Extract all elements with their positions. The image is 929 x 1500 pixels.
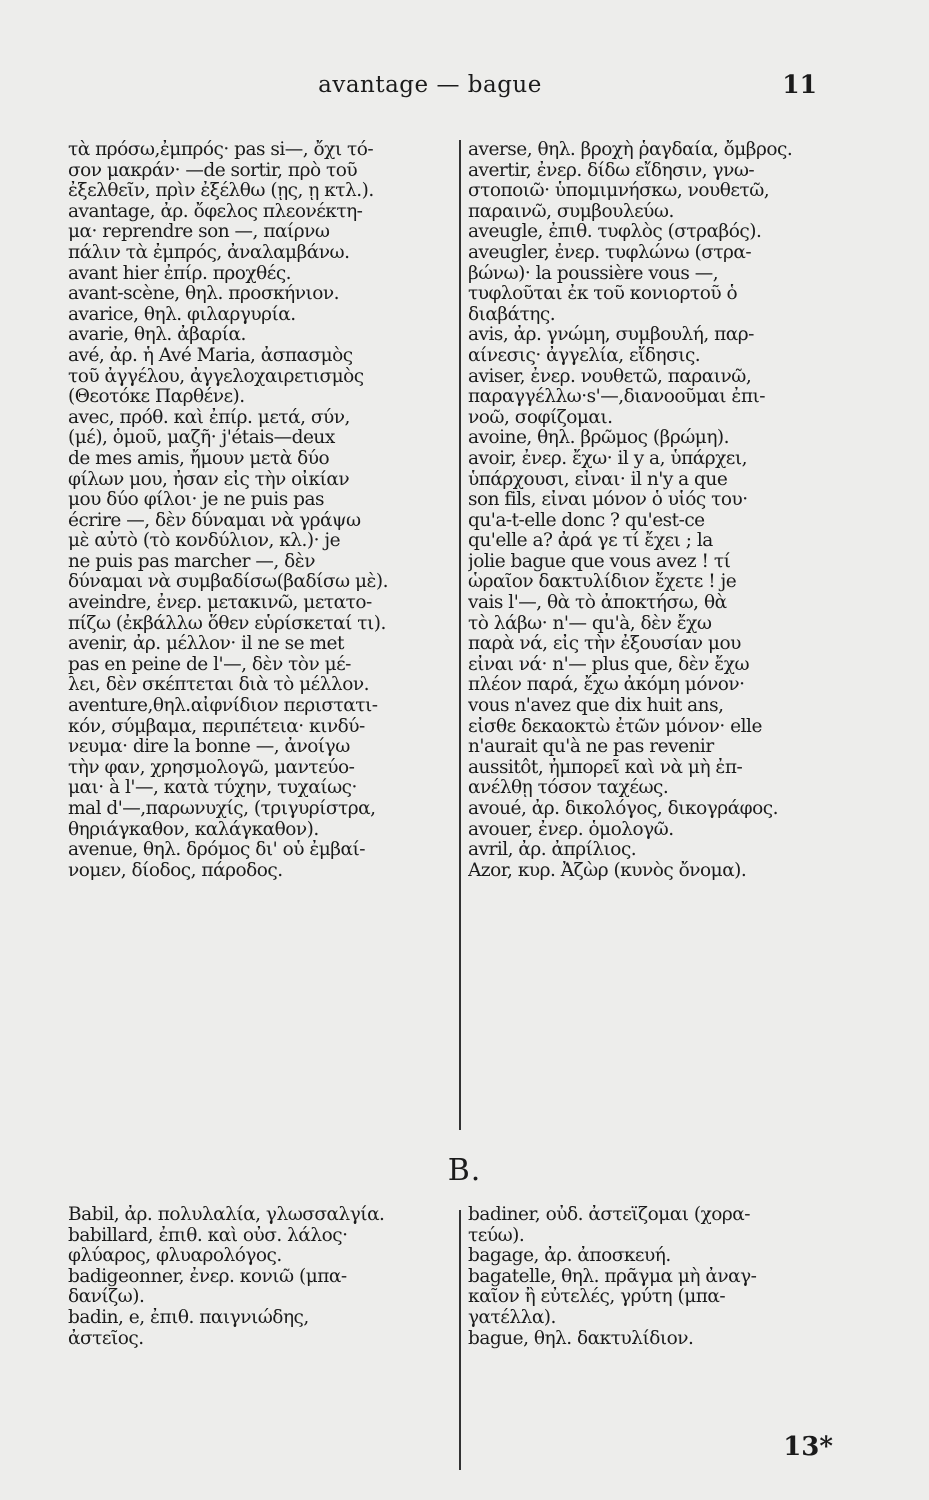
dictionary-entry-line: τὰ πρόσω,ἐμπρός· pas si—, ὄχι τό- — [68, 140, 374, 160]
dictionary-entry-line: avouer, ἐνερ. ὁμολογῶ. — [468, 819, 674, 840]
column-divider-top — [459, 140, 461, 1130]
dictionary-entry-line: νευμα· dire la bonne —, ἀνοίγω — [68, 737, 350, 758]
dictionary-entry-line: νοῶ, σοφίζομαι. — [468, 407, 613, 428]
dictionary-entry-line: σον μακράν· —de sortir, πρὸ τοῦ — [68, 160, 358, 181]
dictionary-entry-line: averse, θηλ. βροχὴ ῥαγδαία, ὄμβρος. — [468, 140, 793, 160]
dictionary-entry-line: avantage, ἀρ. ὄφελος πλεονέκτη- — [68, 201, 363, 222]
dictionary-entry-line: aventure,θηλ.αἰφνίδιον περιστατι- — [68, 696, 378, 717]
dictionary-entry-line: δανίζω). — [68, 1287, 145, 1308]
dictionary-entry-line: Babil, ἀρ. πολυλαλία, γλωσσαλγία. — [68, 1205, 385, 1225]
signature-mark: 13* — [783, 1432, 833, 1462]
dictionary-entry-line: δύναμαι νὰ συμβαδίσω(βαδίσω μὲ). — [68, 572, 389, 593]
dictionary-entry-line: ἀστεῖος. — [68, 1328, 144, 1349]
dictionary-entry-line: διαβάτης. — [468, 304, 556, 325]
dictionary-entry-line: κόν, σύμβαμα, περιπέτεια· κινδύ- — [68, 716, 365, 737]
dictionary-entry-line: τεύω). — [468, 1225, 525, 1246]
dictionary-entry-line: τὸ λάβω· n'— qu'à, δὲν ἔχω — [468, 613, 712, 634]
left-column-top — [68, 140, 456, 881]
dictionary-entry-line: φλύαρος, φλυαρολόγος. — [68, 1246, 282, 1267]
dictionary-entry-line: aveugle, ἐπιθ. τυφλὸς (στραβός). — [468, 222, 762, 243]
page-header — [0, 70, 929, 106]
left-column-bottom — [68, 1205, 456, 1349]
dictionary-entry-line: εἶναι νά· n'— plus que, δὲν ἔχω — [468, 654, 750, 675]
dictionary-entry-line: badigeonner, ἐνερ. κονιῶ (μπα- — [68, 1266, 347, 1287]
dictionary-entry-line: babillard, ἐπιθ. καὶ οὐσ. λάλος· — [68, 1225, 348, 1246]
dictionary-entry-line: παραγγέλλω·s'—,διανοοῦμαι ἐπι- — [468, 387, 765, 408]
dictionary-entry-line: βώνω)· la poussière vous —, — [468, 263, 719, 284]
dictionary-entry-line: καῖον ἢ εὐτελές, γρύτη (μπα- — [468, 1287, 726, 1308]
dictionary-entry-line: avarie, θηλ. ἀβαρία. — [68, 325, 246, 346]
dictionary-entry-line: qu'a-t-elle donc ? qu'est-ce — [468, 510, 705, 531]
dictionary-entry-line: avoué, ἀρ. δικολόγος, δικογράφος. — [468, 799, 778, 819]
section-letter: B. — [447, 1153, 482, 1188]
dictionary-entry-line: μου δύο φίλοι· je ne puis pas — [68, 490, 324, 511]
dictionary-entry-line: θηριάγκαθον, καλάγκαθον). — [68, 819, 319, 840]
dictionary-entry-line: αίνεσις· ἀγγελία, εἴδησις. — [468, 345, 701, 366]
dictionary-entry-line: qu'elle a? ἆρά γε τί ἔχει ; la — [468, 531, 713, 552]
dictionary-entry-line: πίζω (ἐκβάλλω ὅθεν εὑρίσκεταί τι). — [68, 613, 386, 634]
column-divider-bottom — [459, 1210, 461, 1470]
dictionary-entry-line: pas en peine de l'—, δὲν τὸν μέ- — [68, 654, 351, 675]
dictionary-entry-line: πάλιν τὰ ἐμπρός, ἀναλαμβάνω. — [68, 242, 350, 263]
running-title: avantage — bague — [318, 72, 542, 98]
dictionary-entry-line: badin, e, ἐπιθ. παιγνιώδης, — [68, 1307, 309, 1328]
dictionary-entry-line: γατέλλα). — [468, 1307, 556, 1328]
dictionary-entry-line: παρὰ νά, εἰς τὴν ἐξουσίαν μου — [468, 634, 741, 655]
dictionary-entry-line: παραινῶ, συμβουλεύω. — [468, 201, 674, 222]
dictionary-entry-line: vais l'—, θὰ τὸ ἀποκτήσω, θὰ — [468, 593, 727, 614]
dictionary-entry-line: avenir, ἀρ. μέλλον· il ne se met — [68, 634, 344, 655]
dictionary-entry-line: aveindre, ἐνερ. μετακινῶ, μετατο- — [68, 593, 372, 614]
dictionary-entry-line: avenue, θηλ. δρόμος δι' οὗ ἐμβαί- — [68, 840, 365, 861]
dictionary-entry-line: n'aurait qu'à ne pas revenir — [468, 737, 714, 758]
dictionary-entry-line: (Θεοτόκε Παρθένε). — [68, 387, 245, 408]
dictionary-entry-line: avé, ἀρ. ἡ Avé Maria, ἀσπασμὸς — [68, 345, 353, 366]
dictionary-entry-line: avoir, ἐνερ. ἔχω· il y a, ὑπάρχει, — [468, 448, 748, 469]
dictionary-entry-line: bagatelle, θηλ. πρᾶγμα μὴ ἀναγ- — [468, 1266, 757, 1287]
dictionary-entry-line: écrire —, δὲν δύναμαι νὰ γράψω — [68, 510, 361, 531]
dictionary-entry-line: τοῦ ἀγγέλου, ἀγγελοχαιρετισμὸς — [68, 366, 364, 387]
dictionary-entry-line: vous n'avez que dix huit ans, — [468, 696, 724, 717]
dictionary-entry-line: λει, δὲν σκέπτεται διὰ τὸ μέλλον. — [68, 675, 369, 696]
dictionary-entry-line: ανέλθῃ τόσον ταχέως. — [468, 778, 669, 799]
dictionary-entry-line: avril, ἀρ. ἀπρίλιος. — [468, 840, 637, 861]
dictionary-entry-line: avertir, ἐνερ. δίδω εἴδησιν, γνω- — [468, 160, 755, 181]
dictionary-entry-line: avant-scène, θηλ. προσκήνιον. — [68, 284, 339, 305]
dictionary-entry-line: ὑπάρχουσι, εἶναι· il n'y a que — [468, 469, 728, 490]
dictionary-entry-line: πλέον παρά, ἔχω ἀκόμη μόνον· — [468, 675, 745, 696]
dictionary-entry-line: avec, πρόθ. καὶ ἐπίρ. μετά, σύν, — [68, 407, 350, 428]
dictionary-entry-line: avis, ἀρ. γνώμη, συμβουλή, παρ- — [468, 325, 754, 346]
dictionary-entry-line: avant hier ἐπίρ. προχθές. — [68, 263, 292, 284]
dictionary-entry-line: μα· reprendre son —, παίρνω — [68, 222, 330, 243]
dictionary-entry-line: son fils, εἶναι μόνον ὁ υἱός του· — [468, 490, 748, 511]
dictionary-entry-line: aussitôt, ἠμπορεῖ καὶ νὰ μὴ ἐπ- — [468, 757, 743, 778]
dictionary-entry-line: aviser, ἐνερ. νουθετῶ, παραινῶ, — [468, 366, 752, 387]
dictionary-entry-line: ὡραῖον δακτυλίδιον ἔχετε ! je — [468, 572, 737, 593]
dictionary-entry-line: badiner, οὐδ. ἀστεΐζομαι (χορα- — [468, 1205, 751, 1225]
dictionary-entry-line: mal d'—,παρωνυχίς, (τριγυρίστρα, — [68, 799, 376, 819]
dictionary-entry-line: avoine, θηλ. βρῶμος (βρώμη). — [468, 428, 730, 449]
dictionary-entry-line: bagage, ἀρ. ἀποσκευή. — [468, 1246, 671, 1267]
dictionary-entry-line: μὲ αὐτὸ (τὸ κονδύλιον, κλ.)· je — [68, 531, 341, 552]
dictionary-entry-line: νομεν, δίοδος, πάροδος. — [68, 860, 283, 881]
dictionary-entry-line: de mes amis, ἤμουν μετὰ δύο — [68, 448, 330, 469]
dictionary-entry-line: Azor, κυρ. Ἀζὼρ (κυνὸς ὄνομα). — [468, 860, 747, 881]
dictionary-entry-line: εἶσθε δεκαοκτὼ ἐτῶν μόνον· elle — [468, 716, 762, 737]
dictionary-entry-line: (μέ), ὁμοῦ, μαζῆ· j'étais—deux — [68, 428, 335, 449]
right-column-top — [468, 140, 858, 881]
dictionary-entry-line: ἐξελθεῖν, πρὶν ἐξέλθω (ῃς, ῃ κτλ.). — [68, 181, 374, 202]
dictionary-entry-line: τυφλοῦται ἐκ τοῦ κονιορτοῦ ὁ — [468, 284, 738, 305]
page-number: 11 — [782, 70, 817, 99]
dictionary-entry-line: aveugler, ἐνερ. τυφλώνω (στρα- — [468, 242, 752, 263]
dictionary-entry-line: φίλων μου, ἦσαν εἰς τὴν οἰκίαν — [68, 469, 350, 490]
dictionary-entry-line: ne puis pas marcher —, δὲν — [68, 551, 315, 572]
dictionary-entry-line: bague, θηλ. δακτυλίδιον. — [468, 1328, 694, 1349]
dictionary-entry-line: jolie bague que vous avez ! τί — [468, 551, 731, 572]
dictionary-entry-line: avarice, θηλ. φιλαργυρία. — [68, 304, 296, 325]
dictionary-entry-line: στοποιῶ· ὑπομιμνήσκω, νουθετῶ, — [468, 181, 770, 202]
dictionary-entry-line: μαι· à l'—, κατὰ τύχην, τυχαίως· — [68, 778, 357, 799]
dictionary-entry-line: τὴν φαν, χρησμολογῶ, μαντεύο- — [68, 757, 355, 778]
right-column-bottom — [468, 1205, 858, 1349]
